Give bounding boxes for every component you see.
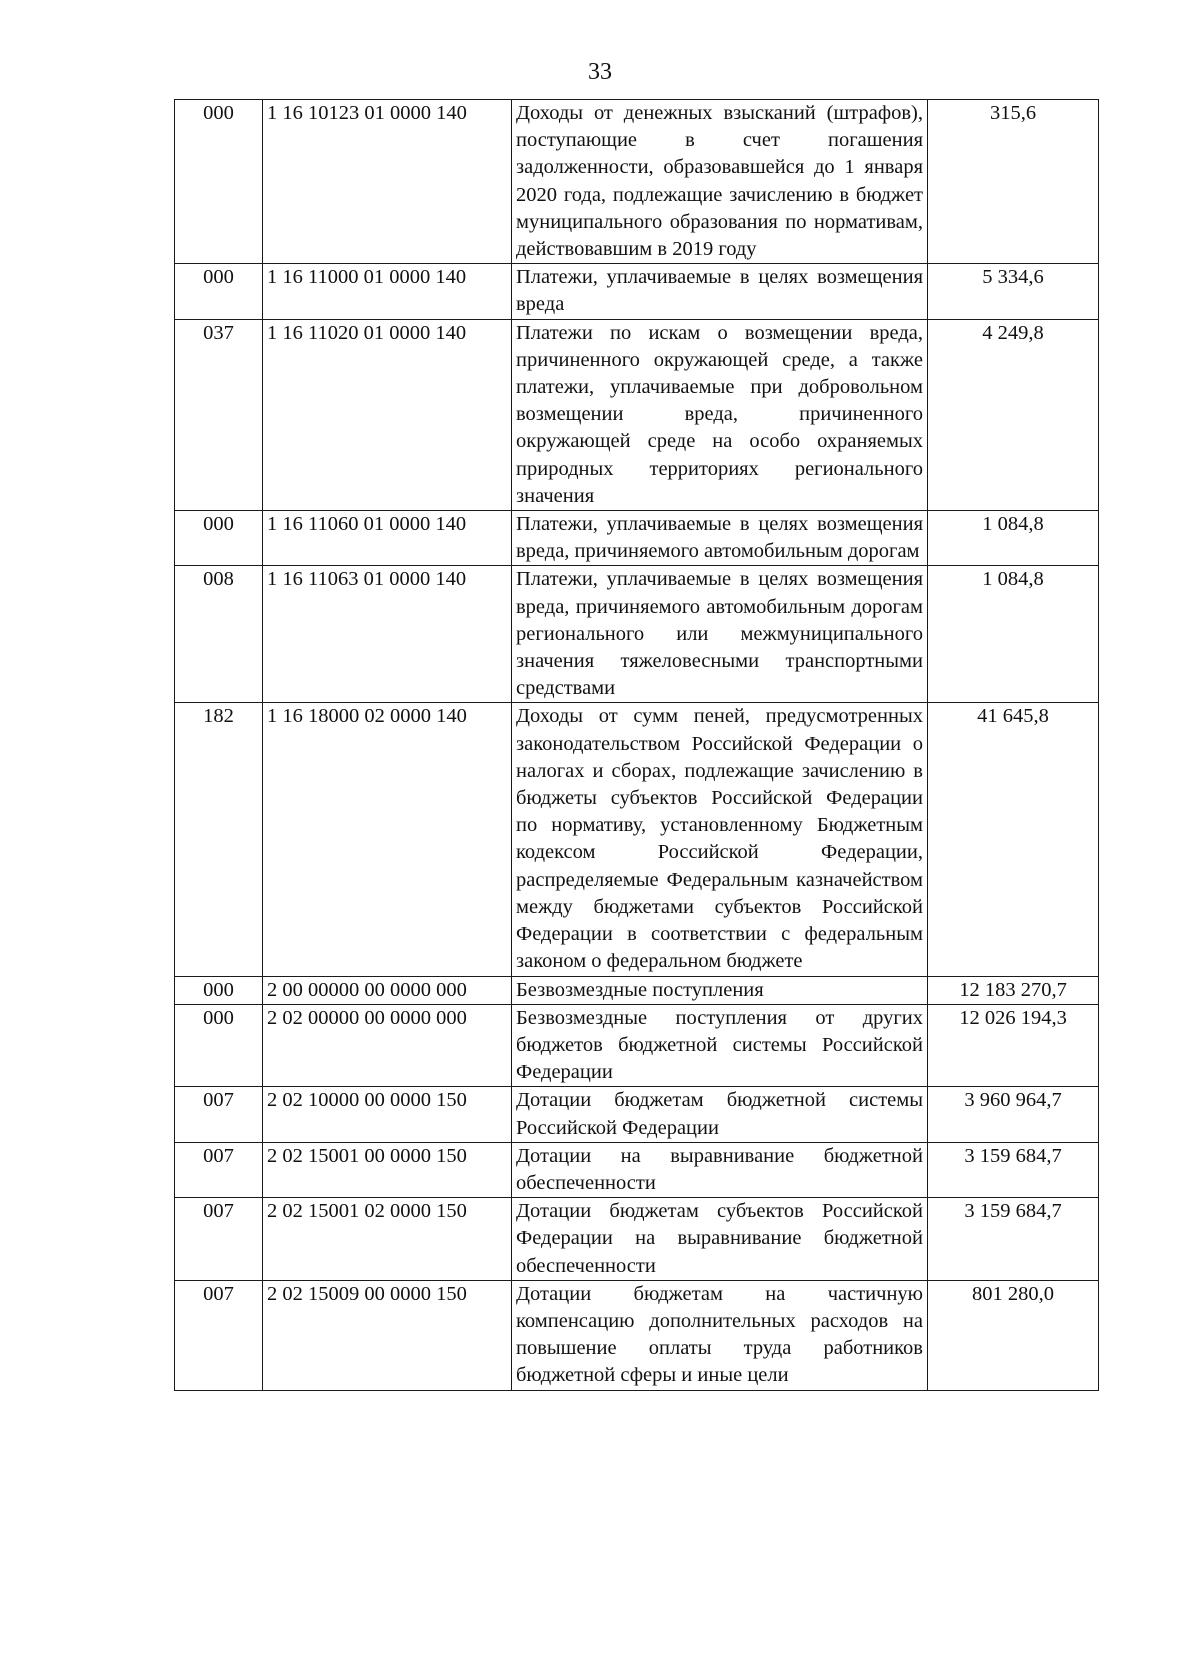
revenue-name-cell: Дотации бюджетам субъектов Российской Федерации на выравнивание бюджетной обеспеченности — [512, 1198, 928, 1281]
page-number: 33 — [588, 59, 612, 85]
table-row — [175, 566, 1099, 703]
budget-code-cell: 1 16 11020 01 0000 140 — [263, 319, 512, 510]
table-row — [175, 319, 1099, 510]
table-row — [175, 976, 1099, 1004]
budget-code-cell: 1 16 11060 01 0000 140 — [263, 511, 512, 566]
budget-code-cell: 2 02 15009 00 0000 150 — [263, 1280, 512, 1390]
amount-cell: 315,6 — [928, 100, 1099, 264]
admin-code-cell: 000 — [175, 976, 263, 1004]
table-row — [175, 703, 1099, 976]
amount-cell: 1 084,8 — [928, 566, 1099, 703]
amount-cell: 3 159 684,7 — [928, 1198, 1099, 1281]
amount-cell: 5 334,6 — [928, 264, 1099, 319]
table-row — [175, 511, 1099, 566]
admin-code-cell: 037 — [175, 319, 263, 510]
budget-code-cell: 2 02 15001 02 0000 150 — [263, 1198, 512, 1281]
revenue-name-cell: Дотации на выравнивание бюджетной обеспеченности — [512, 1142, 928, 1197]
amount-cell: 41 645,8 — [928, 703, 1099, 976]
admin-code-cell: 007 — [175, 1198, 263, 1281]
budget-code-cell: 1 16 11063 01 0000 140 — [263, 566, 512, 703]
table-row — [175, 264, 1099, 319]
revenue-name-cell: Платежи по искам о возмещении вреда, причиненного окружающей среде, а также платежи, уплачиваемые при добровольном возмещении вреда, причиненного окружающей среде на особо охраняемых природных территориях регионального значения — [512, 319, 928, 510]
admin-code-cell: 008 — [175, 566, 263, 703]
admin-code-cell: 000 — [175, 264, 263, 319]
amount-cell: 1 084,8 — [928, 511, 1099, 566]
revenue-name-cell: Безвозмездные поступления от других бюджетов бюджетной системы Российской Федерации — [512, 1004, 928, 1087]
revenue-name-cell: Дотации бюджетам бюджетной системы Российской Федерации — [512, 1087, 928, 1142]
amount-cell: 3 960 964,7 — [928, 1087, 1099, 1142]
budget-revenue-table — [174, 99, 1099, 1391]
table-row — [175, 1280, 1099, 1390]
table-row — [175, 1004, 1099, 1087]
admin-code-cell: 000 — [175, 1004, 263, 1087]
revenue-name-cell: Платежи, уплачиваемые в целях возмещения вреда, причиняемого автомобильным дорогам — [512, 511, 928, 566]
amount-cell: 12 026 194,3 — [928, 1004, 1099, 1087]
table-row — [175, 1087, 1099, 1142]
amount-cell: 4 249,8 — [928, 319, 1099, 510]
admin-code-cell: 007 — [175, 1280, 263, 1390]
budget-code-cell: 2 02 10000 00 0000 150 — [263, 1087, 512, 1142]
table-row — [175, 1198, 1099, 1281]
admin-code-cell: 000 — [175, 511, 263, 566]
revenue-name-cell: Платежи, уплачиваемые в целях возмещения вреда, причиняемого автомобильным дорогам регионального или межмуниципального значения тяжеловесными транспортными средствами — [512, 566, 928, 703]
admin-code-cell: 007 — [175, 1142, 263, 1197]
revenue-name-cell: Безвозмездные поступления — [512, 976, 928, 1004]
budget-code-cell: 1 16 10123 01 0000 140 — [263, 100, 512, 264]
revenue-name-cell: Доходы от денежных взысканий (штрафов), поступающие в счет погашения задолженности, образовавшейся до 1 января 2020 года, подлежащие зачислению в бюджет муниципального образования по нормативам, действовавшим в 2019 году — [512, 100, 928, 264]
admin-code-cell: 007 — [175, 1087, 263, 1142]
revenue-name-cell: Доходы от сумм пеней, предусмотренных законодательством Российской Федерации о налогах и сборах, подлежащие зачислению в бюджеты субъектов Российской Федерации по нормативу, установленному Бюджетным кодексом Российской Федерации, распределяемые Федеральным казначейством между бюджетами субъектов Российской Федерации в соответствии с федеральным законом о федеральном бюджете — [512, 703, 928, 976]
budget-code-cell: 2 02 00000 00 0000 000 — [263, 1004, 512, 1087]
budget-code-cell: 1 16 18000 02 0000 140 — [263, 703, 512, 976]
table-row — [175, 100, 1099, 264]
admin-code-cell: 000 — [175, 100, 263, 264]
amount-cell: 801 280,0 — [928, 1280, 1099, 1390]
amount-cell: 12 183 270,7 — [928, 976, 1099, 1004]
budget-code-cell: 1 16 11000 01 0000 140 — [263, 264, 512, 319]
revenue-name-cell: Платежи, уплачиваемые в целях возмещения вреда — [512, 264, 928, 319]
table-row — [175, 1142, 1099, 1197]
admin-code-cell: 182 — [175, 703, 263, 976]
amount-cell: 3 159 684,7 — [928, 1142, 1099, 1197]
revenue-name-cell: Дотации бюджетам на частичную компенсацию дополнительных расходов на повышение оплаты труда работников бюджетной сферы и иные цели — [512, 1280, 928, 1390]
budget-code-cell: 2 00 00000 00 0000 000 — [263, 976, 512, 1004]
budget-code-cell: 2 02 15001 00 0000 150 — [263, 1142, 512, 1197]
